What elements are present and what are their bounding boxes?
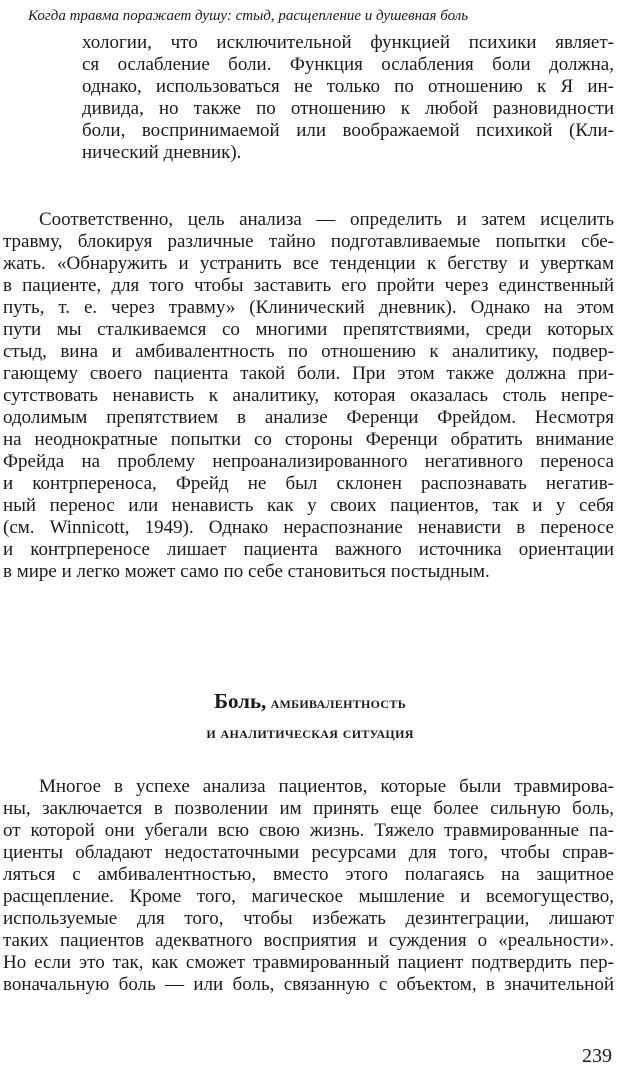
text-line: сутствовать ненависть к аналитику, которая оказалась столь непре- (3, 385, 614, 406)
text-line: воначальную боль — или боль, связанную с объектом, в значительной (3, 974, 614, 995)
text-line: расщепление. Кроме того, магическое мышление и всемогущество, (3, 886, 614, 907)
page-number: 239 (582, 1045, 612, 1067)
text-line: Но если это так, как сможет травмированный пациент подтвердить пер- (3, 952, 614, 973)
text-line: ны, заключается в позволении им принять еще более сильную боль, (3, 798, 614, 819)
text-line: путь, т. е. через травму» (Клинический дневник). Однако на этом (3, 297, 614, 318)
text-line: пути мы сталкиваемся со многими препятствиями, среди которых (3, 319, 614, 340)
text-line: травму, блокируя различные тайно подготавливаемые попытки сбе- (3, 231, 614, 252)
text-line: нический дневник). (82, 142, 242, 163)
text-line: Многое в успехе анализа пациентов, которые были травмирова- (39, 776, 614, 797)
running-head: Когда травма поражает душу: стыд, расщепление и душевная боль (28, 8, 469, 24)
heading-word: Боль, (214, 689, 267, 713)
text-line: однако, использоваться не только по отношению к Я ин- (82, 76, 614, 97)
text-line: (см. Winnicott, 1949). Однако нераспознание ненависти в переносе (3, 517, 614, 538)
text-line: хологии, что исключительной функцией психики являет- (82, 32, 614, 53)
quote-block (82, 32, 614, 164)
text-line: жать. «Обнаружить и устранить все тенденции к бегству и уверткам (3, 253, 614, 274)
text-line: одолимым препятствием в анализе Ференци Фрейдом. Несмотря (3, 407, 614, 428)
section-heading-line-2 (0, 717, 620, 749)
paragraph-3 (3, 776, 614, 996)
text-line: в пациенте, для того чтобы заставить его пройти через единственный (3, 275, 614, 296)
heading-line-2-text: и аналитическая ситуация (206, 723, 414, 742)
text-line: в мире и легко может само по себе становиться постыдным. (3, 561, 490, 582)
text-line: от которой они убегали всю свою жизнь. Тяжело травмированные па- (3, 820, 614, 841)
text-line: на неоднократные попытки со стороны Ференци обратить внимание (3, 429, 614, 450)
heading-rest: амбивалентность (270, 693, 406, 712)
text-line: циенты обладают недостаточными ресурсами для того, чтобы справ- (3, 842, 614, 863)
section-heading (0, 685, 620, 749)
section-heading-line-1 (0, 685, 620, 717)
text-line: и контрпереноса, Фрейд не был склонен распознавать негатив- (3, 473, 614, 494)
text-line: и контрпереносе лишает пациента важного источника ориентации (3, 539, 614, 560)
text-line: таких пациентов адекватного восприятия и суждения о «реальности». (3, 930, 614, 951)
text-line: используемые для того, чтобы избежать дезинтеграции, лишают (3, 908, 614, 929)
text-line: ляться с амбивалентностью, вместо этого полагаясь на защитное (3, 864, 614, 885)
text-line: стыд, вина и амбивалентность по отношению к аналитику, подвер- (3, 341, 614, 362)
text-line: дивида, но также по отношению к любой разновидности (82, 98, 614, 119)
text-line: Фрейда на проблему непроанализированного негативного переноса (3, 451, 614, 472)
text-line: боли, воспринимаемой или воображаемой психикой (Кли- (82, 120, 614, 141)
paragraph-2 (3, 209, 614, 583)
text-line: гающему своего пациента такой боли. При этом также должна при- (3, 363, 614, 384)
text-line: ся ослабление боли. Функция ослабления боли должна, (82, 54, 614, 75)
text-line: Соответственно, цель анализа — определить и затем исцелить (39, 209, 614, 230)
text-line: ный перенос или ненависть как у своих пациентов, так и у себя (3, 495, 614, 516)
